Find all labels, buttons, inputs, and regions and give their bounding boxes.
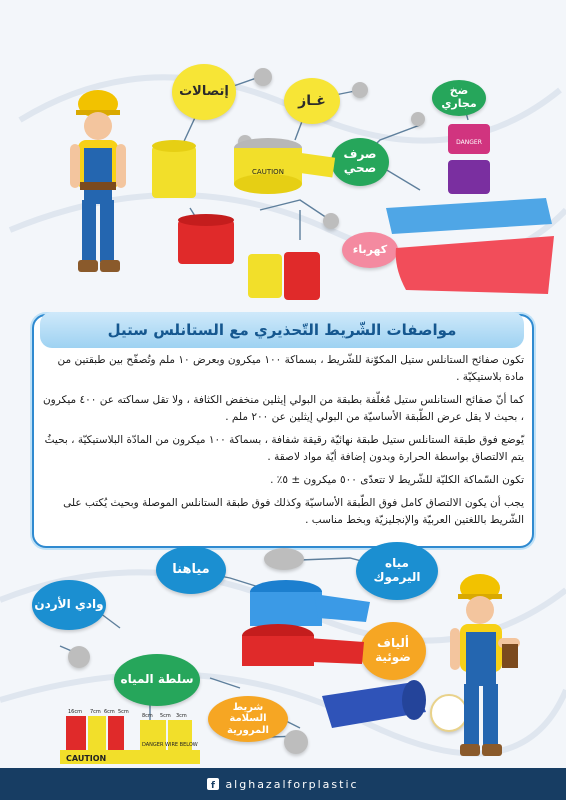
spec-paragraph: يجب أن يكون الالتصاق كامل فوق الطّبقة الأساسيّة وكذلك فوق طبقة الستانلس الموصلة وبحيث يُكتب على الشّريط باللغتين العربيّة والإنجليزيّة وبخط مناسب . <box>63 497 524 526</box>
gas-tape-rolls <box>218 128 338 198</box>
electric-rolls <box>246 248 322 304</box>
svg-text:8cm: 8cm <box>142 713 153 719</box>
bubble-electricity: كهرباء <box>342 232 398 268</box>
bubble-drainage: ضخ مجاري <box>432 80 486 116</box>
worker-illustration <box>440 568 524 766</box>
connector-dot <box>254 68 272 86</box>
tape-caution-text: CAUTION <box>252 168 284 176</box>
connector-dot <box>323 213 339 229</box>
connector-dot <box>352 82 368 98</box>
connector-dot <box>411 112 425 126</box>
sewer-rolls <box>446 118 494 200</box>
bubble-jordan-valley: وادي الأردن <box>32 580 106 630</box>
water-tape-rolls <box>234 572 374 682</box>
connector-dot <box>284 730 308 754</box>
spec-paragraph: تكون السّماكة الكليّة للشّريط لا تتعدّى ٥٠٠ ميكرون ± ٥٪ . <box>270 474 524 486</box>
svg-text:f: f <box>211 781 216 790</box>
svg-text:16cm: 16cm <box>68 709 82 715</box>
red-roll <box>176 214 236 270</box>
facebook-icon <box>207 778 219 790</box>
brand-handle: alghazalforplastic <box>225 777 359 791</box>
bubble-connections: إتصالات <box>172 64 236 120</box>
bubble-water-authority: سلطة المياه <box>114 654 200 706</box>
spec-paragraph: كما أنّ صفائح الستانلس ستيل مُغلّفة بطبقة من البولي إيثلين منخفض الكثافة ، ولا تقل سماكته عن ٤٠٠ ميكرون ، بحيث لا يقل عرض الطّبقة الأساسيّة من البولي إيثلين عن ٢٠٠ ملم . <box>42 394 524 423</box>
bubble-sewer: صرف صحي <box>331 138 389 186</box>
connector-dot <box>264 548 304 570</box>
svg-text:DANGER: DANGER <box>456 139 482 146</box>
svg-text:5cm: 5cm <box>160 713 171 719</box>
worker-illustration <box>62 82 140 282</box>
connector-dot <box>68 646 90 668</box>
bubble-miahuna: مياهنا <box>156 546 226 594</box>
blue-red-strips <box>376 198 558 302</box>
bubble-road-safety: شريط السلامة المرورية <box>208 696 288 742</box>
bubble-acoustic: ألياف ضوئية <box>360 622 426 680</box>
svg-text:3cm: 3cm <box>176 713 187 719</box>
spec-title-bar <box>40 312 524 348</box>
svg-text:5cm: 5cm <box>118 709 129 715</box>
svg-text:6cm: 6cm <box>104 709 115 715</box>
svg-text:7cm: 7cm <box>90 709 101 715</box>
road-safety-tapes <box>56 706 206 766</box>
svg-text:DANGER WIRE BELOW: DANGER WIRE BELOW <box>142 742 198 748</box>
bubble-yarmouk: مياه اليرموك <box>356 542 438 600</box>
yellow-roll <box>150 140 198 204</box>
spec-paragraph: تكون صفائح الستانلس ستيل المكوّنة للشّريط ، بسماكة ١٠٠ ميكرون وبعرض ١٠ ملم وتُصفّح بين طبقتين من مادة بلاستيكيّة . <box>57 354 524 383</box>
footer-bar <box>0 768 566 800</box>
svg-text:CAUTION: CAUTION <box>66 754 107 763</box>
bubble-gas: غـاز <box>284 78 340 124</box>
spec-paragraph: يّوضع فوق طبقة الستانلس ستيل طبقة نهائيّة رقيقة شفافة ، بسماكة ١٠٠ ميكرون من المادّة البلاستيكيّة ، بحيثُ يتم الالتصاق بواسطة الحرارة وبدون إضافة أيّة مواد لاصقة . <box>44 434 524 463</box>
fiber-tape-roll <box>318 672 430 736</box>
spec-title: مواصفات الشّريط التّحذيري مع الستانلس ستيل <box>107 321 457 339</box>
spec-paragraphs <box>40 352 524 535</box>
